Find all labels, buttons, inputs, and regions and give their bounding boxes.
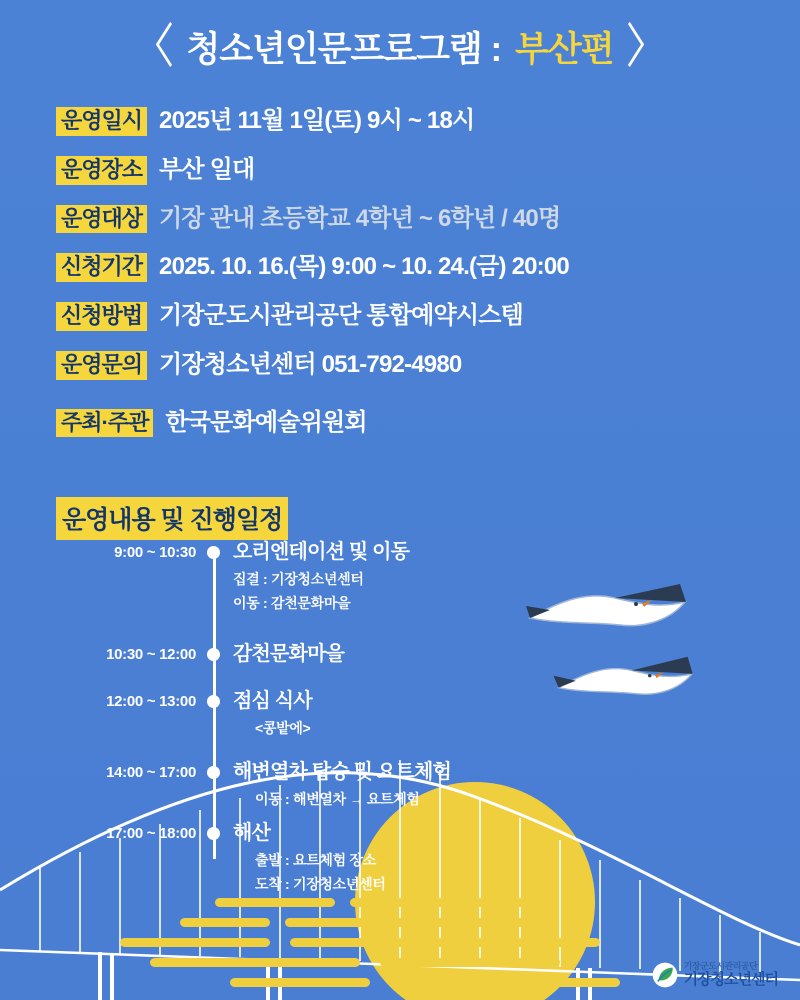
info-label: 운영대상 [56, 205, 147, 234]
timeline-dot-icon [207, 695, 220, 708]
timeline-title: 오리엔테이션 및 이동 [233, 541, 410, 563]
timeline-time: 10:30 ~ 12:00 [106, 645, 196, 663]
timeline-time: 14:00 ~ 17:00 [106, 763, 196, 781]
info-label: 신청방법 [56, 302, 147, 331]
timeline-time: 12:00 ~ 13:00 [106, 692, 196, 710]
timeline-dot-icon [207, 546, 220, 559]
info-row [56, 402, 776, 438]
timeline-item [56, 760, 756, 809]
timeline-subtitle: 출발 : 요트체험 장소 [255, 852, 376, 869]
info-row [56, 246, 776, 282]
organization-logo [652, 962, 778, 988]
spacer [56, 614, 756, 642]
info-row [56, 198, 776, 234]
info-value: 부산 일대 [159, 155, 255, 183]
timeline-body [231, 540, 756, 614]
info-label: 신청기간 [56, 253, 147, 282]
timeline-time: 9:00 ~ 10:30 [114, 544, 196, 561]
timeline-item [56, 540, 756, 614]
info-value: 기장 관내 초등학교 4학년 ~ 6학년 / 40명 [159, 204, 561, 232]
schedule-heading: 운영내용 및 진행일정 [56, 497, 288, 540]
timeline-subtitle: 이동 : 감천문화마을 [233, 595, 351, 612]
timeline-dot-wrap [196, 642, 231, 661]
timeline-dot-wrap [196, 821, 231, 840]
info-label: 운영장소 [56, 156, 147, 185]
timeline-title: 해변열차 탑승 및 요트체험 [233, 760, 451, 783]
poster-title [0, 22, 800, 72]
info-value: 한국문화예술위원회 [165, 408, 367, 436]
timeline-body [231, 642, 756, 667]
info-row [56, 100, 776, 136]
info-value: 2025년 11월 1일(토) 9시 ~ 18시 [159, 107, 475, 134]
chevron-left-icon: 〈 [138, 21, 173, 73]
timeline-item [56, 821, 756, 895]
timeline-subtitle: 이동 : 해변열차 → 요트체험 [255, 790, 420, 807]
spacer [56, 809, 756, 821]
timeline-dot-icon [207, 827, 220, 840]
chevron-right-icon: 〉 [627, 21, 662, 73]
timeline-dot-wrap [196, 760, 231, 779]
timeline-dot-wrap [196, 689, 231, 708]
schedule-timeline [56, 540, 756, 895]
timeline-subtitle: 집결 : 기장청소년센터 [233, 571, 364, 587]
timeline-time: 17:00 ~ 18:00 [106, 825, 196, 843]
info-value: 기장청소년센터 051-792-4980 [159, 350, 462, 378]
title-accent-text: 부산편 [515, 30, 614, 69]
timeline-dot-icon [207, 648, 220, 661]
timeline-item [56, 642, 756, 667]
timeline-subtitle: <콩밭에> [255, 719, 311, 736]
info-value: 2025. 10. 16.(목) 9:00 ~ 10. 24.(금) 20:00 [159, 253, 569, 281]
timeline-title: 감천문화마을 [233, 642, 345, 665]
timeline-subtitle: 도착 : 기장청소년센터 [255, 876, 386, 893]
spacer [56, 667, 756, 689]
spacer [56, 738, 756, 760]
timeline-dot-icon [207, 766, 220, 779]
info-label: 주최·주관 [56, 409, 153, 438]
info-label: 운영일시 [56, 107, 147, 136]
info-row [56, 149, 776, 185]
logo-top-text: 기장군도시관리공단 [683, 961, 758, 972]
info-value: 기장군도시관리공단 통합예약시스템 [159, 302, 524, 329]
timeline-dot-wrap [196, 540, 231, 559]
info-row [56, 344, 776, 380]
timeline-item [56, 689, 756, 738]
timeline-body [231, 689, 756, 738]
timeline-title: 점심 식사 [233, 689, 312, 712]
leaf-logo-icon [652, 962, 678, 988]
logo-bottom-text: 기장청소년센터 [683, 970, 778, 988]
logo-text [684, 962, 778, 987]
timeline-body [231, 821, 756, 895]
title-main-text: 청소년인문프로그램 : [186, 30, 502, 69]
timeline-title: 해산 [233, 822, 271, 845]
info-row [56, 295, 776, 331]
info-list [56, 100, 776, 450]
info-label: 운영문의 [56, 351, 147, 380]
timeline-body [231, 760, 756, 809]
